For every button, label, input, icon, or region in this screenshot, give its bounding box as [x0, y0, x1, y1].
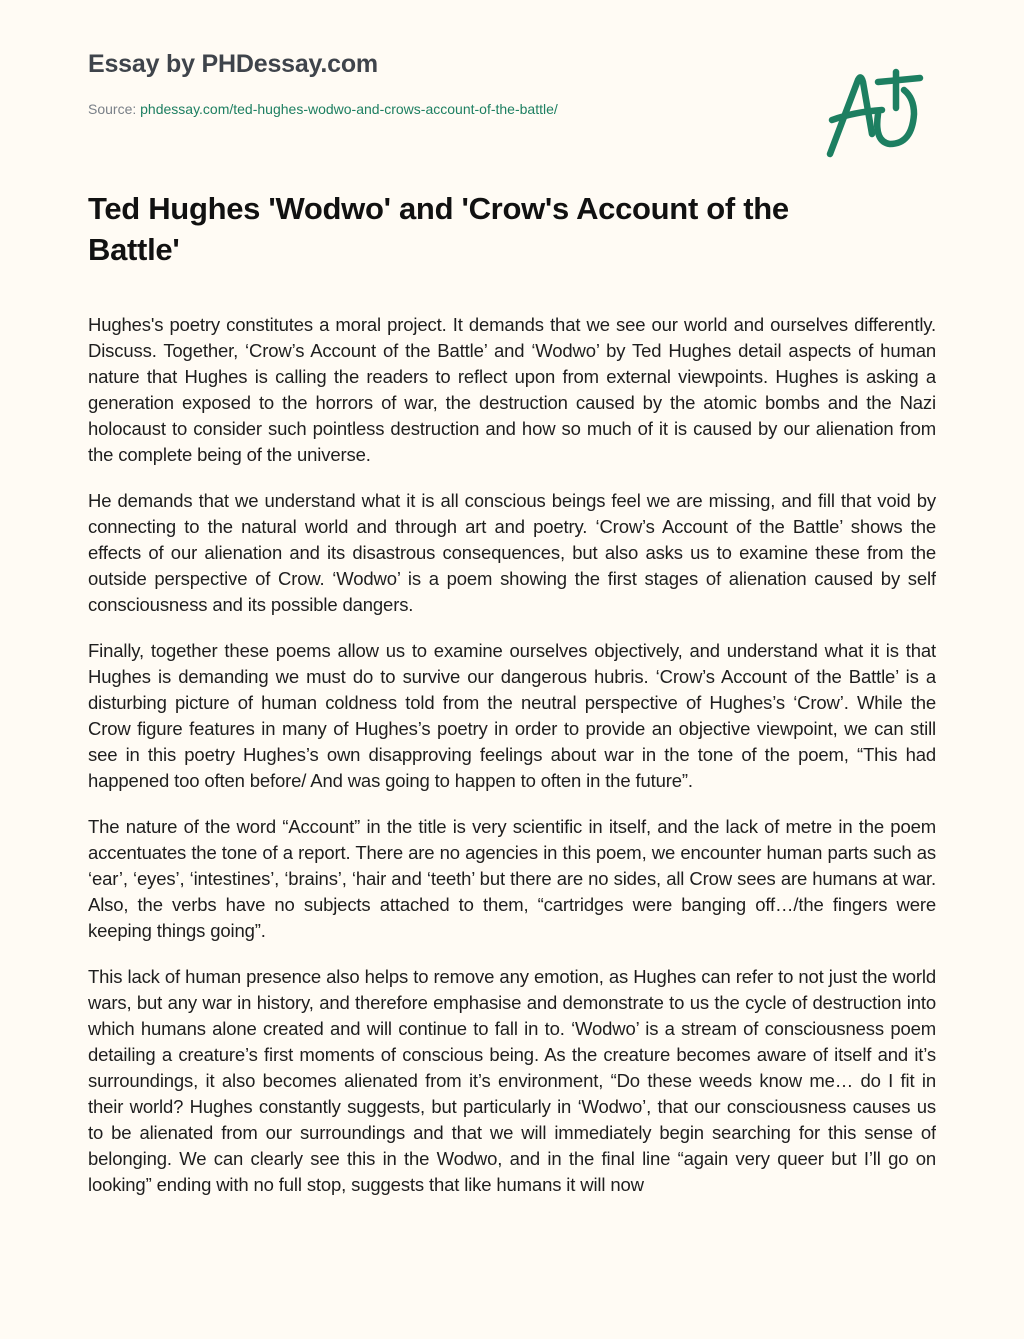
essay-paragraph: He demands that we understand what it is all conscious beings feel we are missing, and fill that void by connecting to the natural world and through art and poetry. ‘Crow’s Account of the Battle’ shows the effects of our alienation and its disastrous consequences, but also asks us to examine these from the outside perspective of Crow. ‘Wodwo’ is a poem showing the first stages of alienation caused by self consciousness and its possible dangers.: [88, 490, 936, 615]
essay-paragraph: The nature of the word “Account” in the title is very scientific in itself, and the lack of metre in the poem accentuates the tone of a report. There are no agencies in this poem, we encounter human parts such as ‘ear’, ‘eyes’, ‘intestines’, ‘brains’, ‘hair and ‘teeth’ but there are no sides, all Crow sees are humans at war. Also, the verbs have no subjects attached to them, “cartridges were banging off…/the fingers were keeping things going”.: [88, 816, 936, 941]
source-label: Source:: [88, 101, 141, 117]
source-link[interactable]: phdessay.com/ted-hughes-wodwo-and-crows-account-of-the-battle/: [140, 101, 558, 117]
essay-title: Ted Hughes 'Wodwo' and 'Crow's Account of the Battle': [88, 191, 789, 267]
essay-paragraph: This lack of human presence also helps to remove any emotion, as Hughes can refer to not just the world wars, but any war in history, and therefore emphasise and demonstrate to us the cycle of destruction into which humans alone created and will continue to fall in to. ‘Wodwo’ is a stream of consciousness poem detailing a creature’s first moments of conscious being. As the creature becomes aware of itself and it’s surroundings, it also becomes alienated from it’s environment, “Do these weeds know me… do I fit in their world? Hughes constantly suggests, but particularly in ‘Wodwo’, that our consciousness causes us to be alienated from our surroundings and that we will immediately begin searching for this sense of belonging. We can clearly see this in the Wodwo, and in the final line “again very queer but I’ll go on looking” ending with no full stop, suggests that like humans it will now: [88, 966, 936, 1195]
essay-paragraph: Hughes's poetry constitutes a moral project. It demands that we see our world and ourselves differently. Discuss. Together, ‘Crow’s Account of the Battle’ and ‘Wodwo’ by Ted Hughes detail aspects of human nature that Hughes is calling the readers to reflect upon from external viewpoints. Hughes is asking a generation exposed to the horrors of war, the destruction caused by the atomic bombs and the Nazi holocaust to consider such pointless destruction and how so much of it is caused by our alienation from the complete being of the universe.: [88, 314, 936, 465]
essay-paragraph: Finally, together these poems allow us to examine ourselves objectively, and understand what it is that Hughes is demanding we must do to survive our dangerous hubris. ‘Crow’s Account of the Battle’ is a disturbing picture of human coldness told from the neutral perspective of Hughes’s ‘Crow’. While the Crow figure features in many of Hughes’s poetry in order to provide an objective viewpoint, we can still see in this poetry Hughes’s own disapproving feelings about war in the tone of the poem, “This had happened too often before/ And was going to happen to often in the future”.: [88, 640, 936, 791]
essay-body: [88, 312, 936, 1292]
site-brand: Essay by PHDessay.com: [88, 50, 378, 78]
a-plus-grade-icon: [820, 62, 930, 162]
source-line: [88, 101, 558, 117]
